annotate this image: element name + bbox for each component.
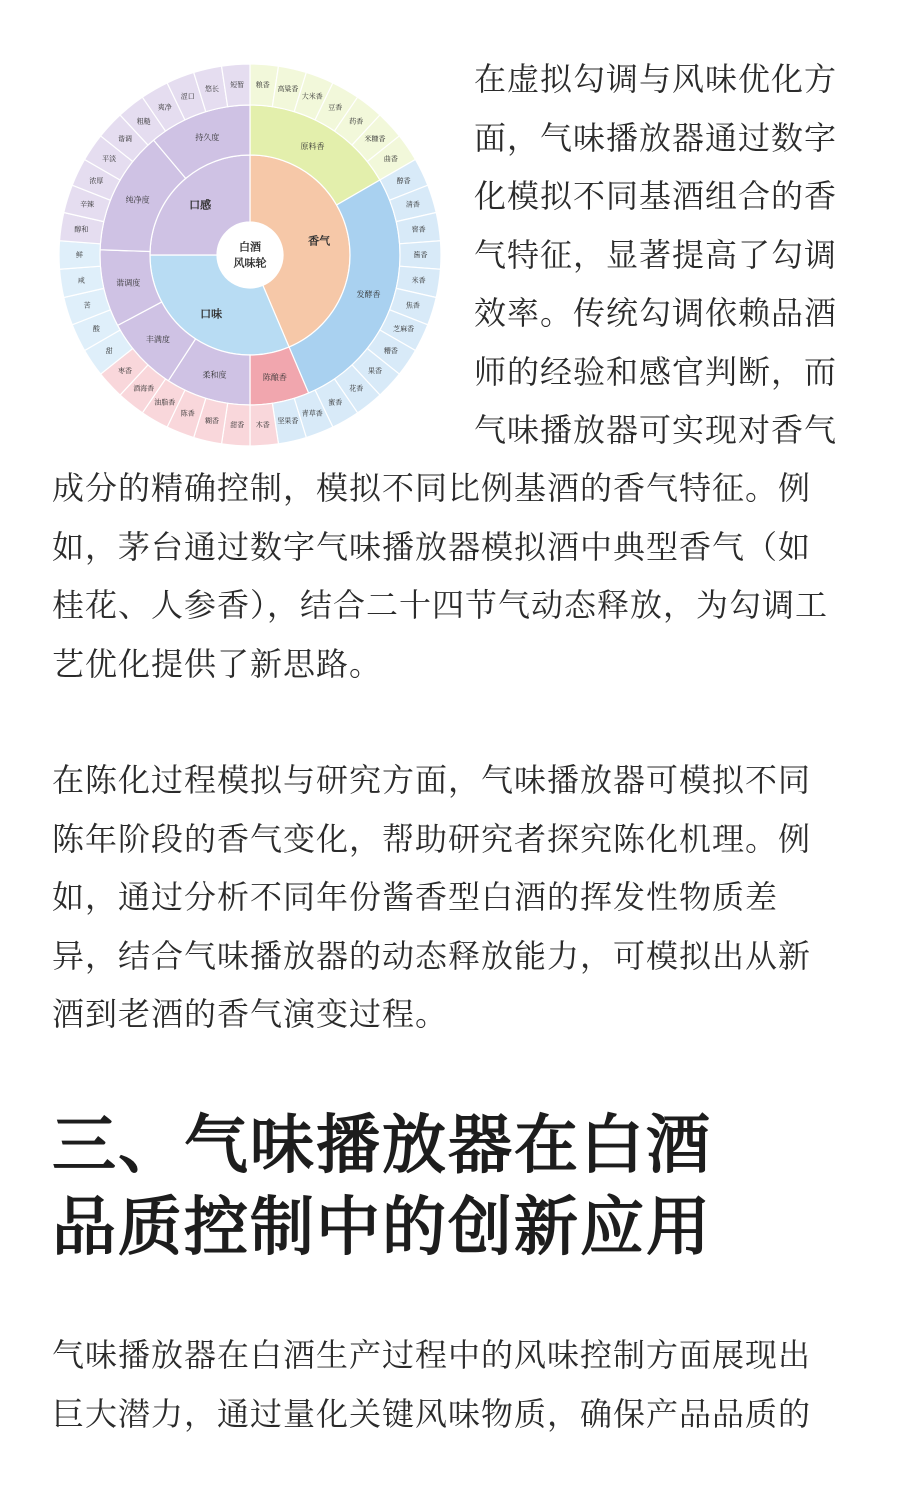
outer-segment-label: 悠长 <box>205 84 220 93</box>
text-line: 如，通过分析不同年份酱香型白酒的挥发性物质差 <box>52 878 779 916</box>
outer-segment-label: 甜 <box>105 347 113 356</box>
middle-segment-label: 谐调度 <box>116 278 141 288</box>
outer-segment-label: 爽净 <box>157 103 172 112</box>
outer-segment-label: 谐调 <box>118 135 133 144</box>
outer-segment-label: 青草香 <box>301 409 323 418</box>
middle-segment-label: 丰满度 <box>145 334 170 344</box>
outer-segment-label: 米糠香 <box>364 135 386 144</box>
outer-segment-label: 高粱香 <box>277 84 299 93</box>
outer-segment-label: 浓厚 <box>89 177 104 186</box>
outer-segment-label: 辛辣 <box>80 200 95 209</box>
outer-segment-label: 豆香 <box>328 103 343 112</box>
text-line: 酒到老酒的香气演变过程。 <box>52 995 449 1033</box>
text-line: 在虚拟勾调与风味优化方 <box>474 60 838 98</box>
outer-segment-label: 甜香 <box>230 421 245 430</box>
outer-segment-label: 油脂香 <box>154 398 176 407</box>
outer-segment-label: 醇和 <box>74 225 89 234</box>
outer-segment-label: 短暂 <box>230 80 245 89</box>
text-line: 气味播放器可实现对香气 <box>474 411 838 449</box>
outer-segment-label: 米香 <box>411 276 426 285</box>
outer-segment-label: 枣香 <box>118 366 133 375</box>
text-line: 陈年阶段的香气变化，帮助研究者探究陈化机理。例 <box>52 819 812 858</box>
text-line: 异，结合气味播放器的动态释放能力，可模拟出从新 <box>52 936 812 975</box>
outer-segment-label: 酱香 <box>413 251 428 259</box>
outer-segment-label: 坚果香 <box>277 417 299 426</box>
outer-segment-label: 大米香 <box>301 92 323 101</box>
outer-segment-label: 酸 <box>92 324 100 333</box>
outer-segment-label: 芝麻香 <box>393 324 415 333</box>
outer-segment-label: 花香 <box>349 384 364 393</box>
text-line: 气味播放器在白酒生产过程中的风味控制方面展现出 <box>52 1336 812 1374</box>
outer-segment-label: 咸 <box>77 276 85 285</box>
outer-segment-label: 蜜香 <box>328 398 343 407</box>
text-line: 巨大潜力，通过量化关键风味物质，确保产品品质的 <box>52 1394 812 1433</box>
outer-segment-label: 糊香 <box>205 417 220 426</box>
flavor-wheel-figure <box>55 60 445 450</box>
text-line: 师的经验和感官判断，而 <box>474 352 838 391</box>
outer-segment-label: 果香 <box>367 366 382 375</box>
outer-segment-label: 药香 <box>349 117 364 126</box>
middle-segment-label: 柔和度 <box>202 370 227 380</box>
heading-line: 三、气味播放器在白酒 <box>52 1109 712 1183</box>
text-line: 成分的精确控制，模拟不同比例基酒的香气特征。例 <box>52 469 812 507</box>
outer-segment-label: 粗糙 <box>136 117 151 126</box>
outer-segment-label: 糟香 <box>383 347 398 356</box>
outer-segment-label: 木香 <box>255 421 270 430</box>
outer-segment-label: 涩口 <box>180 92 195 101</box>
text-line: 桂花、人参香），结合二十四节气动态释放，为勾调工 <box>52 586 829 624</box>
middle-segment-label: 发酵香 <box>356 290 381 300</box>
paragraph-1 <box>474 50 854 460</box>
middle-segment-label: 持久度 <box>195 133 220 143</box>
middle-segment-label: 陈酿香 <box>262 372 287 382</box>
center-label: 风味轮 <box>233 256 267 270</box>
text-line: 气特征，显著提高了勾调 <box>474 235 838 274</box>
text-line: 艺优化提供了新思路。 <box>52 644 383 683</box>
paragraph-3 <box>52 1326 862 1443</box>
middle-segment-label: 原料香 <box>300 142 325 152</box>
flavor-wheel <box>55 60 445 450</box>
wheel-center <box>217 222 283 288</box>
inner-segment-label: 香气 <box>308 234 331 248</box>
outer-segment-label: 酒海香 <box>133 384 155 393</box>
outer-segment-label: 焦香 <box>405 301 420 310</box>
outer-segment-label: 窖香 <box>411 225 426 234</box>
text-line: 如，茅台通过数字气味播放器模拟酒中典型香气（如 <box>52 527 812 566</box>
outer-segment-label: 清香 <box>405 200 420 209</box>
section-heading <box>52 1105 712 1269</box>
heading-line: 品质控制中的创新应用 <box>52 1191 712 1265</box>
inner-segment-label: 口味 <box>200 307 223 321</box>
outer-segment-label: 苦 <box>83 301 91 310</box>
center-label: 白酒 <box>239 240 261 254</box>
outer-segment-label: 醇香 <box>396 177 411 186</box>
text-line: 面，气味播放器通过数字 <box>474 118 838 157</box>
outer-segment-label: 曲香 <box>383 154 398 163</box>
text-line: 在陈化过程模拟与研究方面，气味播放器可模拟不同 <box>52 761 812 799</box>
paragraph-1-continued <box>52 459 862 693</box>
outer-segment-label: 平淡 <box>102 154 117 163</box>
outer-segment-label: 鲜 <box>76 251 83 259</box>
outer-segment-label: 陈香 <box>180 409 195 418</box>
paragraph-2 <box>52 751 862 1044</box>
outer-segment-label: 粮香 <box>255 80 270 89</box>
text-line: 化模拟不同基酒组合的香 <box>474 177 838 215</box>
middle-segment-label: 纯净度 <box>125 195 150 205</box>
inner-segment-label: 口感 <box>189 198 212 212</box>
text-line: 效率。传统勾调依赖品酒 <box>474 294 838 332</box>
